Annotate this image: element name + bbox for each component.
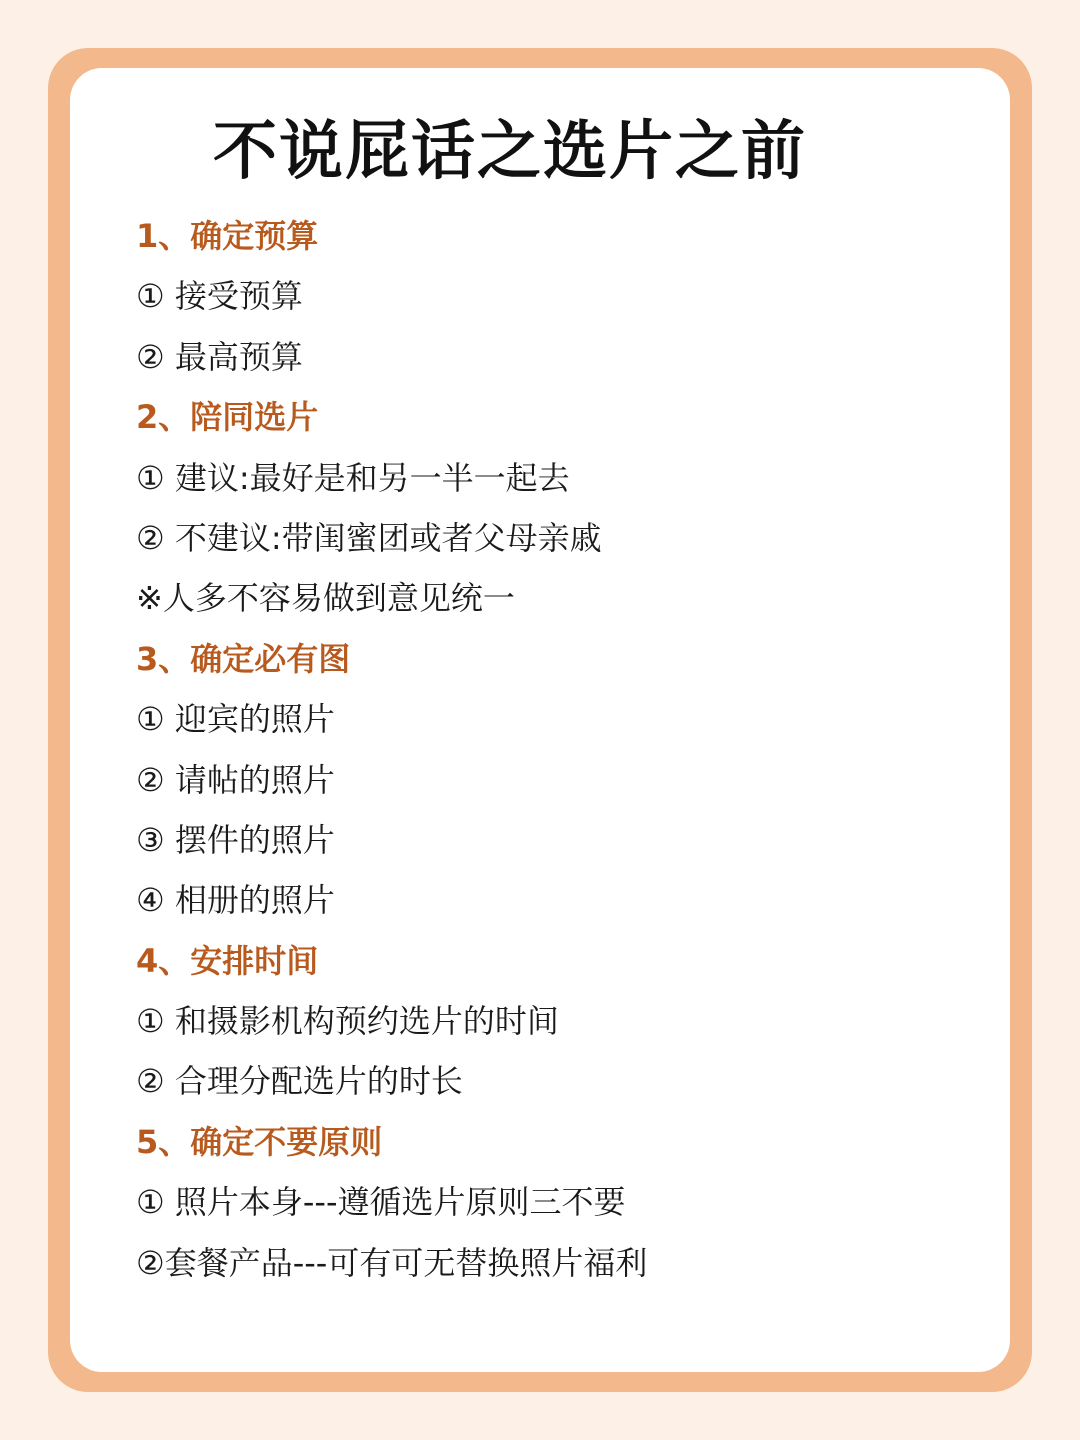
section-heading-schedule: 4、安排时间 [136, 941, 319, 980]
list-item: ① 和摄影机构预约选片的时间 [136, 1002, 559, 1041]
list-item: ③ 摆件的照片 [136, 820, 335, 859]
content-list [136, 206, 996, 1293]
list-item: ② 不建议:带闺蜜团或者父母亲戚 [136, 518, 602, 557]
list-item: ① 接受预算 [136, 277, 303, 316]
list-item: ② 最高预算 [136, 337, 303, 376]
section-heading-budget: 1、确定预算 [136, 217, 319, 255]
list-item: ① 建议:最好是和另一半一起去 [136, 458, 570, 497]
section-heading-must-have: 3、确定必有图 [136, 639, 351, 678]
page-title: 不说屁话之选片之前 [213, 115, 807, 189]
section-heading-exclusion: 5、确定不要原则 [136, 1122, 383, 1161]
list-item: ② 请帖的照片 [136, 760, 335, 799]
list-item: ① 迎宾的照片 [136, 700, 335, 739]
list-item: ②套餐产品---可有可无替换照片福利 [136, 1243, 648, 1282]
note-item: ※人多不容易做到意见统一 [136, 579, 515, 618]
section-heading-companion: 2、陪同选片 [136, 398, 319, 437]
list-item: ② 合理分配选片的时长 [136, 1062, 463, 1101]
list-item: ④ 相册的照片 [136, 881, 335, 920]
list-item: ① 照片本身---遵循选片原则三不要 [136, 1183, 626, 1222]
